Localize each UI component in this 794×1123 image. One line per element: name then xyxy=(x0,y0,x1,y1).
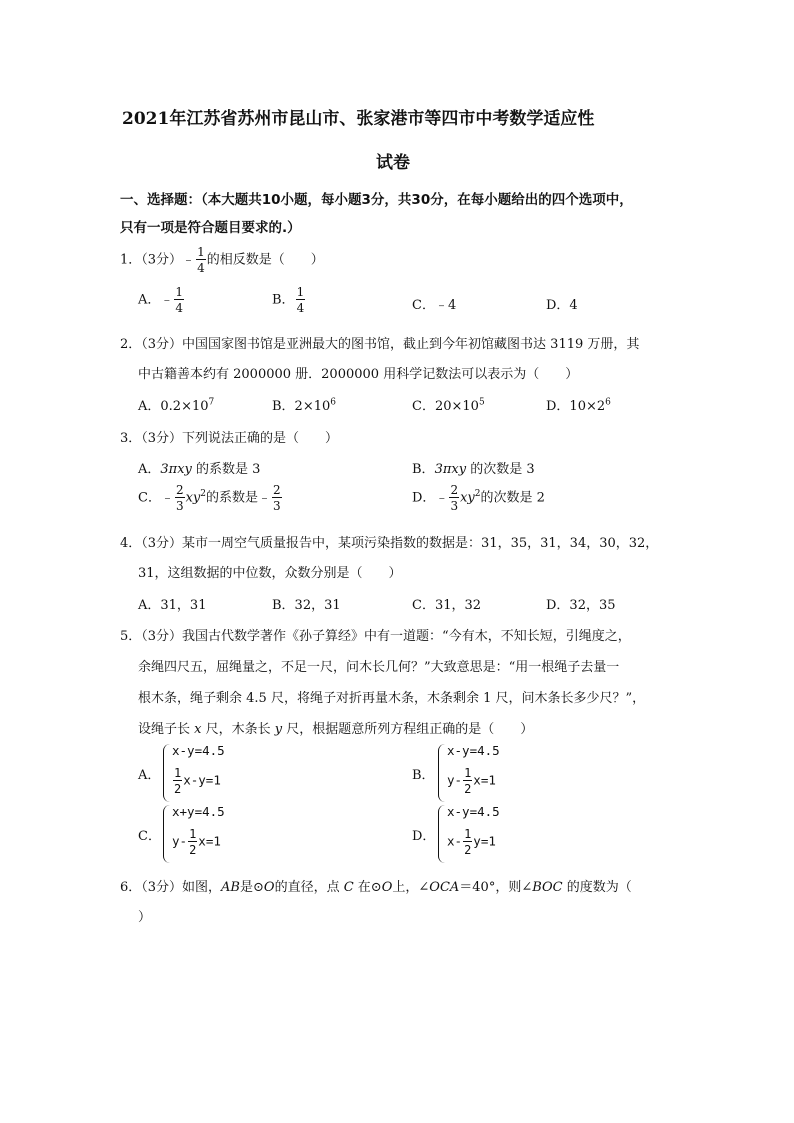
page-title-line1: 2021年江苏省苏州市昆山市、张家港市等四市中考数学适应性 xyxy=(122,109,595,129)
q2-c-text: C．20×10 xyxy=(412,399,479,414)
q5-c-num: 1 xyxy=(189,827,197,841)
q3-option-c xyxy=(138,484,283,512)
q6-boc: BOC xyxy=(532,880,563,895)
q5-a-brace xyxy=(163,744,170,802)
q3-d-text: 的次数是 2 xyxy=(480,490,545,506)
q3-c-fraction2 xyxy=(272,484,282,512)
question-1-stem xyxy=(120,246,324,274)
question-5-line1: 5．（3分）我国古代数学著作《孙子算经》中有一道题：“今有木，不知长短，引绳度之， xyxy=(120,629,631,644)
q2-d-text: D．10×2 xyxy=(546,399,606,414)
q5-b-pre: y- xyxy=(447,772,463,788)
q5-b-eq1: x-y=4.5 xyxy=(447,743,500,758)
q5-c-den: 2 xyxy=(189,843,197,857)
q5-a-eq2-text: x-y=1 xyxy=(183,772,221,788)
q5-c-eq2 xyxy=(172,828,221,856)
q1-suffix: 的相反数是（ ） xyxy=(206,252,324,268)
question-5-line4 xyxy=(138,718,533,737)
q2-b-text: B．2×10 xyxy=(272,399,331,414)
q1-frac-den: 4 xyxy=(197,261,205,275)
q6-text-b: 是⊙ xyxy=(240,880,264,895)
q3-a-text: 的系数是 3 xyxy=(191,462,261,477)
q1-a-label: A． xyxy=(138,292,161,308)
q2-a-text: A．0.2×10 xyxy=(138,399,209,414)
q6-ab: AB xyxy=(221,880,240,895)
q4-option-b: B．32，31 xyxy=(272,598,341,613)
q1-a-fraction xyxy=(174,286,184,314)
question-5-line3: 根木条，绳子剩余 4.5 尺，将绳子对折再量木条，木条剩余 1 尺，问木条长多少尺？”， xyxy=(138,691,646,706)
q3-d-var: xy xyxy=(460,490,475,506)
question-6-line1 xyxy=(120,876,632,895)
q6-oca: OCA xyxy=(429,880,460,895)
q5-a-num: 1 xyxy=(174,766,182,780)
q5-option-c-label: C． xyxy=(138,829,161,844)
q3-c-label: C．﹣ xyxy=(138,490,174,506)
question-2-line1: 2．（3分）中国国家图书馆是亚洲最大的图书馆，截止到今年初馆藏图书达 3119 万册，其 xyxy=(120,337,640,352)
q5-option-b-label: B． xyxy=(412,768,435,783)
q3-c-num: 2 xyxy=(175,483,184,497)
q3-d-den: 3 xyxy=(450,499,459,513)
q6-text-f: ＝40°，则∠ xyxy=(459,880,533,895)
q5-b-brace xyxy=(438,744,445,802)
q1-b-label: B． xyxy=(272,292,295,308)
question-6-line2: ） xyxy=(138,910,152,925)
q2-b-exp: 6 xyxy=(330,397,336,408)
q3-b-text: 的次数是 3 xyxy=(466,462,535,477)
q5-d-brace xyxy=(438,805,445,863)
q1-a-sign: ﹣ xyxy=(160,292,174,308)
q5-b-num: 1 xyxy=(464,766,472,780)
q3-c-num2: 2 xyxy=(273,483,281,497)
q5-c-eq1: x+y=4.5 xyxy=(172,804,225,819)
q6-c: C xyxy=(343,880,354,895)
q3-d-label: D．﹣ xyxy=(412,490,449,506)
q3-a-expr: 3πxy xyxy=(160,462,192,477)
q1-option-d: D．4 xyxy=(546,298,578,313)
q5-c-fraction xyxy=(188,828,197,856)
question-3-stem: 3．（3分）下列说法正确的是（ ） xyxy=(120,431,339,446)
q5-b-den: 2 xyxy=(464,782,472,796)
q3-option-a xyxy=(138,458,260,477)
q5-c-brace xyxy=(163,805,170,863)
q5-b-eq2 xyxy=(447,767,496,795)
q3-a-label: A． xyxy=(138,462,161,477)
q5-option-d-label: D． xyxy=(412,829,436,844)
q4-option-c: C．31，32 xyxy=(412,598,482,613)
q6-o2: O xyxy=(381,880,393,895)
q2-option-b xyxy=(272,395,336,414)
section-header-line2: 只有一项是符合题目要求的.） xyxy=(120,220,301,236)
q3-c-den: 3 xyxy=(175,499,184,513)
q1-b-den: 4 xyxy=(296,301,305,315)
question-4-line2: 31，这组数据的中位数，众数分别是（ ） xyxy=(138,566,402,581)
q1-frac-num: 1 xyxy=(197,245,205,259)
q6-text-g: 的度数为（ xyxy=(562,880,632,895)
q1-option-a xyxy=(138,286,185,314)
q5-b-eq2-text: x=1 xyxy=(473,772,496,788)
q6-o1: O xyxy=(263,880,275,895)
q5-d-fraction xyxy=(463,828,472,856)
page-title-line2: 试卷 xyxy=(376,153,410,173)
q1-prefix: 1．（3分） xyxy=(120,252,183,268)
q3-c-var: xy xyxy=(185,490,201,506)
q1-b-fraction xyxy=(296,286,306,314)
q6-text-d: 在⊙ xyxy=(353,880,382,895)
q5-d-num: 1 xyxy=(464,827,472,841)
q3-c-text: 的系数是﹣ xyxy=(206,490,272,506)
q2-a-exp: 7 xyxy=(208,397,215,408)
q3-c-den2: 3 xyxy=(273,499,281,513)
q2-c-exp: 5 xyxy=(478,397,485,408)
q5-var-x: x xyxy=(194,722,202,737)
q3-b-expr: 3πxy xyxy=(434,462,467,477)
q5-c-pre: y- xyxy=(172,833,188,849)
q5-a-eq1: x-y=4.5 xyxy=(172,743,225,758)
q1-fraction xyxy=(196,246,206,274)
q5-b-fraction xyxy=(463,767,472,795)
q5-d-eq1: x-y=4.5 xyxy=(447,804,500,819)
q5-c-eq2-text: x=1 xyxy=(198,833,221,849)
q5-a-fraction xyxy=(173,767,182,795)
q4-option-a: A．31，31 xyxy=(138,598,207,613)
section-header-line1: 一、选择题：（本大题共10小题，每小题3分，共30分，在每小题给出的四个选项中， xyxy=(120,192,633,208)
q3-c-exp: 2 xyxy=(200,489,207,500)
q5-a-den: 2 xyxy=(174,782,182,796)
q5-d-eq2 xyxy=(447,828,496,856)
q5-line4-b: 尺，木条长 xyxy=(201,722,275,737)
q5-line4-c: 尺，根据题意所列方程组正确的是（ ） xyxy=(282,722,534,737)
q3-d-exp: 2 xyxy=(474,489,481,500)
q5-d-eq2-text: y=1 xyxy=(473,833,496,849)
q6-text-e: 上，∠ xyxy=(392,880,430,895)
q5-a-eq2 xyxy=(172,767,221,795)
q1-a-num: 1 xyxy=(175,285,184,299)
q6-text-c: 的直径，点 xyxy=(274,880,344,895)
q5-option-a-label: A． xyxy=(138,768,161,783)
q6-text-a: 6．（3分）如图， xyxy=(120,880,222,895)
question-2-line2: 中古籍善本约有 2000000 册．2000000 用科学记数法可以表示为（ ） xyxy=(138,367,579,382)
q3-d-fraction xyxy=(449,484,459,512)
q5-d-den: 2 xyxy=(464,843,472,857)
q3-option-b xyxy=(412,458,535,477)
q1-option-c: C．﹣4 xyxy=(412,298,457,313)
q1-neg: ﹣ xyxy=(182,252,196,268)
q3-b-label: B． xyxy=(412,462,435,477)
q4-option-d: D．32，35 xyxy=(546,598,616,613)
q2-option-c xyxy=(412,395,485,414)
q3-d-num: 2 xyxy=(450,483,459,497)
q2-option-a xyxy=(138,395,214,414)
q1-b-num: 1 xyxy=(296,285,305,299)
q1-a-den: 4 xyxy=(175,301,184,315)
q3-c-fraction xyxy=(175,484,185,512)
q5-var-y: y xyxy=(274,722,283,737)
q5-line4-a: 设绳子长 xyxy=(138,722,195,737)
question-5-line2: 余绳四尺五，屈绳量之，不足一尺，问木长几何？”大致意思是：“用一根绳子去量一 xyxy=(138,660,620,675)
q2-option-d xyxy=(546,395,611,414)
q3-option-d xyxy=(412,484,545,512)
q1-option-b xyxy=(272,286,306,314)
q2-d-exp: 6 xyxy=(605,397,611,408)
q5-d-pre: x- xyxy=(447,833,463,849)
question-4-line1: 4．（3分）某市一周空气质量报告中，某项污染指数的数据是：31，35，31，34，30，32， xyxy=(120,536,659,551)
